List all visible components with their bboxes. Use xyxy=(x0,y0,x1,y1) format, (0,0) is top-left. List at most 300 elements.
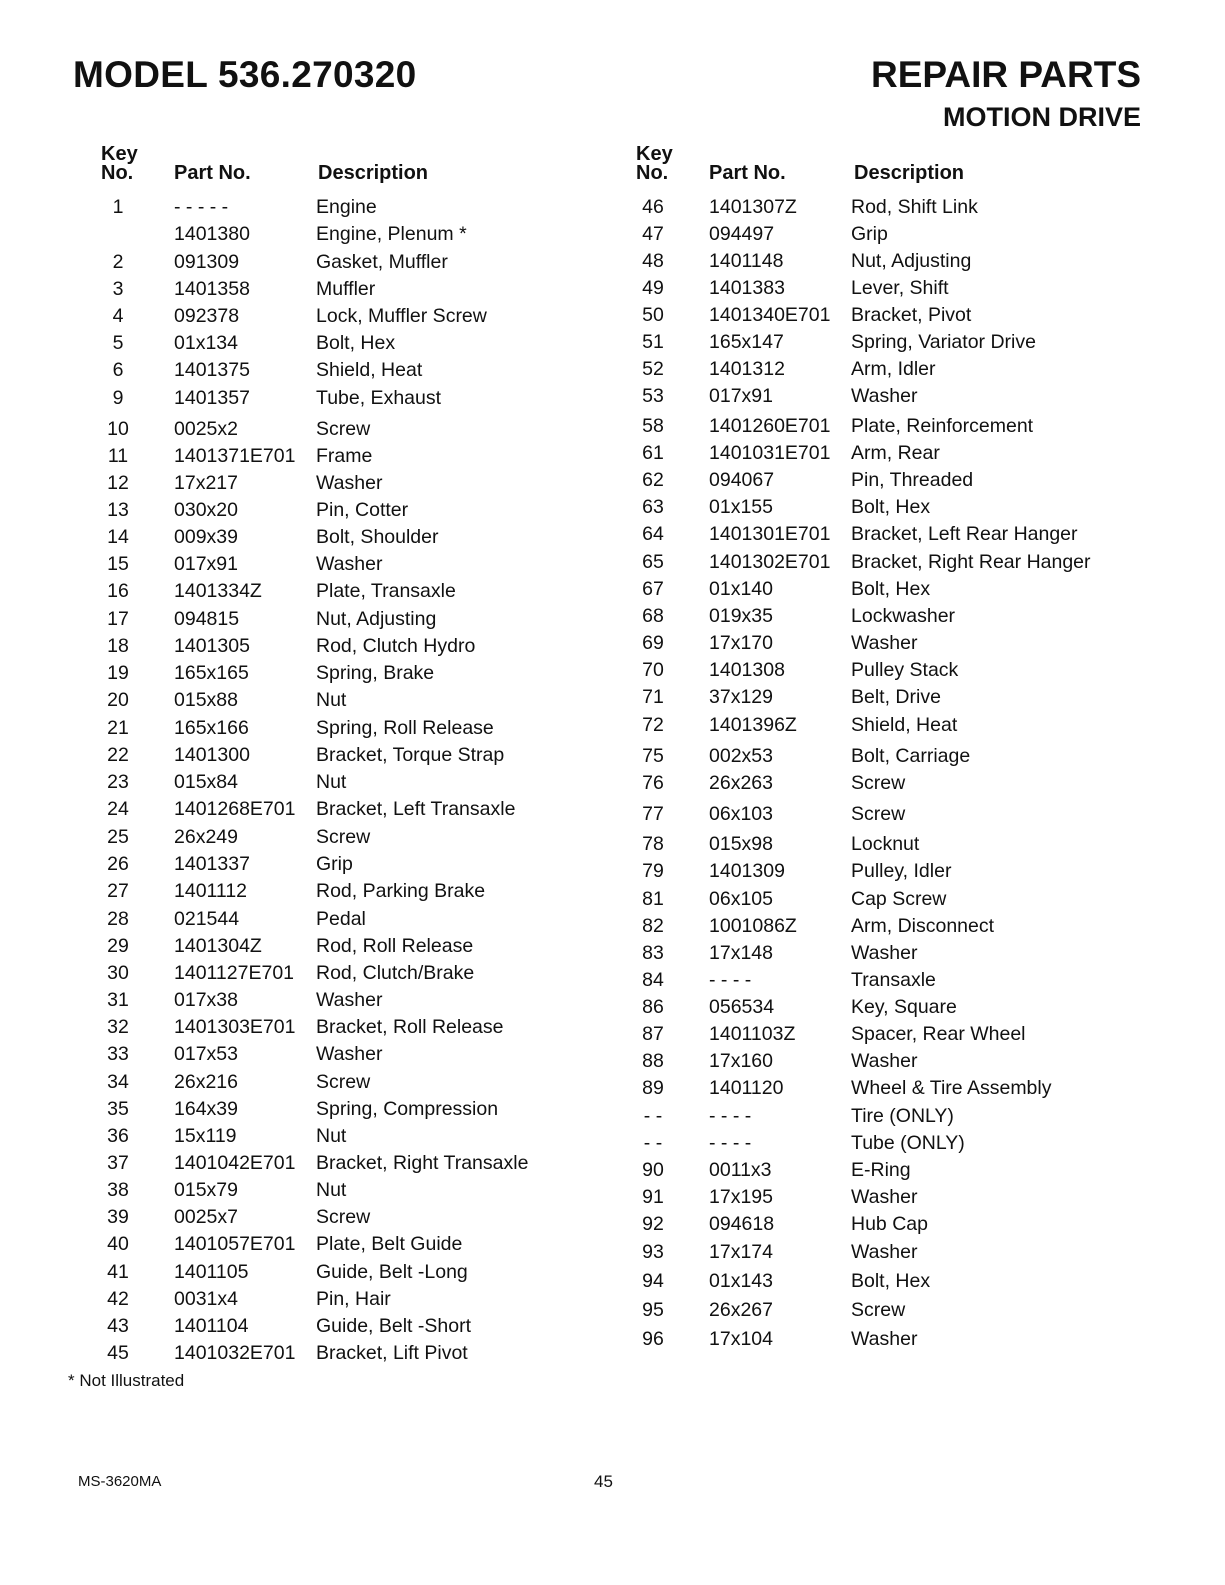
part-description: Guide, Belt -Short xyxy=(316,1315,471,1337)
part-number: 1401112 xyxy=(174,880,248,902)
key-number: 89 xyxy=(642,1077,664,1099)
part-description: Spacer, Rear Wheel xyxy=(851,1023,1026,1045)
part-description: Plate, Reinforcement xyxy=(851,415,1034,437)
part-description: Bolt, Shoulder xyxy=(316,526,439,548)
part-number: 1401103Z xyxy=(709,1023,796,1045)
part-number: 1401301E701 xyxy=(709,523,831,545)
part-number: 015x98 xyxy=(709,833,773,855)
key-number: 20 xyxy=(107,689,129,711)
parts-row xyxy=(0,798,516,820)
key-number: 36 xyxy=(107,1125,129,1147)
document-code: MS-3620MA xyxy=(78,1473,162,1490)
key-number: 31 xyxy=(107,989,129,1011)
parts-row xyxy=(0,387,442,409)
part-description: Spring, Compression xyxy=(316,1098,499,1120)
key-number: 76 xyxy=(642,772,664,794)
part-number: 06x105 xyxy=(709,888,773,910)
key-number: 77 xyxy=(642,803,664,825)
part-description: Spring, Variator Drive xyxy=(851,331,1036,353)
key-number: 19 xyxy=(107,662,129,684)
key-number: 24 xyxy=(107,798,129,820)
part-number: 030x20 xyxy=(174,499,238,521)
part-number: 1401057E701 xyxy=(174,1233,296,1255)
part-description: Bracket, Roll Release xyxy=(316,1016,504,1038)
part-number: 17x174 xyxy=(709,1241,773,1263)
part-description: Gasket, Muffler xyxy=(316,251,448,273)
key-number: 95 xyxy=(642,1299,664,1321)
part-description: Washer xyxy=(851,385,918,407)
parts-row xyxy=(0,251,448,273)
parts-row xyxy=(0,717,494,739)
footnote: * Not Illustrated xyxy=(68,1371,185,1390)
key-number: 23 xyxy=(107,771,129,793)
key-number: 33 xyxy=(107,1043,129,1065)
key-number: 93 xyxy=(642,1241,664,1263)
key-number: - - xyxy=(643,1105,663,1127)
part-number: 17x148 xyxy=(709,942,773,964)
part-description: Screw xyxy=(316,826,371,848)
part-number: 017x53 xyxy=(174,1043,238,1065)
part-description: Washer xyxy=(851,632,918,654)
part-description: Plate, Belt Guide xyxy=(316,1233,463,1255)
parts-row xyxy=(0,989,383,1011)
part-number: 1401105 xyxy=(174,1261,249,1283)
part-description: Guide, Belt -Long xyxy=(316,1261,468,1283)
key-number: 10 xyxy=(107,418,129,440)
key-number: 30 xyxy=(107,962,129,984)
part-number: 37x129 xyxy=(709,686,773,708)
part-description: Washer xyxy=(316,1043,383,1065)
key-number: 70 xyxy=(642,659,664,681)
key-number: 84 xyxy=(642,969,664,991)
key-number: 11 xyxy=(107,445,129,467)
part-description: Engine, Plenum * xyxy=(316,223,467,245)
part-description: Wheel & Tire Assembly xyxy=(851,1077,1052,1099)
part-number: 015x88 xyxy=(174,689,238,711)
parts-row xyxy=(0,1206,371,1228)
key-number: 69 xyxy=(642,632,664,654)
part-description: Locknut xyxy=(851,833,920,855)
part-number: 01x140 xyxy=(709,578,773,600)
part-description: Washer xyxy=(316,472,383,494)
parts-row xyxy=(0,1342,468,1364)
part-description: E-Ring xyxy=(851,1159,911,1181)
section-subtitle: MOTION DRIVE xyxy=(942,102,1141,132)
part-number: 17x170 xyxy=(709,632,773,654)
part-description: Screw xyxy=(316,418,371,440)
parts-row xyxy=(0,472,383,494)
part-description: Pulley Stack xyxy=(851,659,959,681)
part-description: Pin, Cotter xyxy=(316,499,409,521)
part-description: Screw xyxy=(851,803,906,825)
key-number: 86 xyxy=(642,996,664,1018)
key-number: 42 xyxy=(107,1288,129,1310)
key-number: 65 xyxy=(642,551,664,573)
key-number: 18 xyxy=(107,635,129,657)
part-number: 1401302E701 xyxy=(709,551,831,573)
part-description: Hub Cap xyxy=(851,1213,928,1235)
part-number: 01x143 xyxy=(709,1270,773,1292)
key-number: 68 xyxy=(642,605,664,627)
part-number: 165x165 xyxy=(174,662,249,684)
key-number: 88 xyxy=(642,1050,664,1072)
parts-row xyxy=(0,935,474,957)
key-number: 71 xyxy=(642,686,664,708)
part-description: Muffler xyxy=(316,278,376,300)
part-description: Key, Square xyxy=(851,996,957,1018)
part-number: 017x38 xyxy=(174,989,238,1011)
key-number: 3 xyxy=(112,278,124,300)
part-description: Washer xyxy=(851,1186,918,1208)
part-number: 021544 xyxy=(174,908,240,930)
part-description: Arm, Idler xyxy=(851,358,936,380)
key-number: 40 xyxy=(107,1233,129,1255)
parts-row xyxy=(0,853,353,875)
key-number: 37 xyxy=(107,1152,129,1174)
key-number: 41 xyxy=(107,1261,129,1283)
part-description: Nut xyxy=(316,1125,347,1147)
parts-row xyxy=(0,553,383,575)
part-number: 0031x4 xyxy=(174,1288,238,1310)
part-description: Bolt, Carriage xyxy=(851,745,971,767)
parts-row xyxy=(0,278,376,300)
parts-row xyxy=(0,305,487,327)
part-description: Bracket, Pivot xyxy=(851,304,972,326)
key-number: 50 xyxy=(642,304,664,326)
key-number: 61 xyxy=(642,442,664,464)
part-number: 1401383 xyxy=(709,277,785,299)
part-number: 1401042E701 xyxy=(174,1152,296,1174)
key-number: 81 xyxy=(642,888,664,910)
part-number: 1401357 xyxy=(174,387,250,409)
part-description: Nut, Adjusting xyxy=(316,608,437,630)
part-number: 015x84 xyxy=(174,771,238,793)
part-description: Pulley, Idler xyxy=(851,860,952,882)
key-number: 43 xyxy=(107,1315,129,1337)
part-number: 164x39 xyxy=(174,1098,238,1120)
key-number: 38 xyxy=(107,1179,129,1201)
part-number: 1401304Z xyxy=(174,935,262,957)
key-number: 9 xyxy=(112,387,124,409)
key-number: 52 xyxy=(642,358,664,380)
parts-row xyxy=(0,635,476,657)
part-description: Rod, Shift Link xyxy=(851,196,978,218)
part-number: 15x119 xyxy=(174,1125,237,1147)
part-description: Pin, Hair xyxy=(316,1288,391,1310)
key-number: 96 xyxy=(642,1328,664,1350)
part-description: Spring, Roll Release xyxy=(316,717,494,739)
key-number: 78 xyxy=(642,833,664,855)
key-number: 58 xyxy=(642,415,664,437)
part-description: Bolt, Hex xyxy=(851,578,931,600)
key-number: 1 xyxy=(112,196,124,218)
part-description: Bracket, Lift Pivot xyxy=(316,1342,468,1364)
key-number: 64 xyxy=(642,523,664,545)
part-description: Tire (ONLY) xyxy=(851,1105,954,1127)
key-number: 35 xyxy=(107,1098,129,1120)
parts-row xyxy=(0,499,409,521)
part-number: 01x134 xyxy=(174,332,238,354)
part-description: Belt, Drive xyxy=(851,686,941,708)
part-description: Washer xyxy=(851,1328,918,1350)
part-description: Lockwasher xyxy=(851,605,956,627)
part-description: Bolt, Hex xyxy=(851,1270,931,1292)
key-number: 26 xyxy=(107,853,129,875)
part-number: 017x91 xyxy=(709,385,773,407)
key-number: 27 xyxy=(107,880,129,902)
part-number: 165x147 xyxy=(709,331,784,353)
part-number: - - - - xyxy=(709,1132,752,1154)
key-number: - - xyxy=(643,1132,663,1154)
parts-row xyxy=(0,359,423,381)
parts-row xyxy=(0,1071,371,1093)
parts-row xyxy=(0,1315,471,1337)
part-number: 0011x3 xyxy=(709,1159,772,1181)
part-number: - - - - - xyxy=(174,196,229,218)
parts-row xyxy=(0,332,396,354)
part-description: Lever, Shift xyxy=(851,277,949,299)
key-number: 87 xyxy=(642,1023,664,1045)
part-number: 17x195 xyxy=(709,1186,773,1208)
key-number: 75 xyxy=(642,745,664,767)
part-description: Rod, Parking Brake xyxy=(316,880,486,902)
parts-row xyxy=(0,689,347,711)
key-header-line2-right: No. xyxy=(636,162,669,184)
part-description: Nut xyxy=(316,689,347,711)
key-number: 6 xyxy=(112,359,124,381)
key-number: 63 xyxy=(642,496,664,518)
parts-row xyxy=(0,880,486,902)
part-number: 1001086Z xyxy=(709,915,797,937)
key-number: 16 xyxy=(107,580,129,602)
description-header: Description xyxy=(318,162,429,184)
part-number: 1401307Z xyxy=(709,196,797,218)
key-number: 72 xyxy=(642,714,664,736)
part-number: - - - - xyxy=(709,1105,752,1127)
part-number: 1401032E701 xyxy=(174,1342,296,1364)
part-description: Grip xyxy=(851,223,888,245)
key-number: 15 xyxy=(107,553,129,575)
part-description: Washer xyxy=(851,942,918,964)
key-number: 28 xyxy=(107,908,129,930)
part-number: 017x91 xyxy=(174,553,238,575)
key-number: 94 xyxy=(642,1270,664,1292)
part-no-header-right: Part No. xyxy=(709,162,786,184)
part-number: 1401371E701 xyxy=(174,445,296,467)
part-no-header: Part No. xyxy=(174,162,251,184)
parts-row xyxy=(0,662,435,684)
part-number: 01x155 xyxy=(709,496,773,518)
part-description: Pin, Threaded xyxy=(851,469,974,491)
part-description: Nut, Adjusting xyxy=(851,250,972,272)
part-description: Spring, Brake xyxy=(316,662,435,684)
part-description: Washer xyxy=(851,1050,918,1072)
part-number: 094618 xyxy=(709,1213,775,1235)
key-number: 91 xyxy=(642,1186,664,1208)
part-description: Pedal xyxy=(316,908,366,930)
part-number: - - - - xyxy=(709,969,752,991)
parts-row xyxy=(0,1016,504,1038)
part-number: 1401358 xyxy=(174,278,250,300)
part-description: Bracket, Left Rear Hanger xyxy=(851,523,1078,545)
key-number: 17 xyxy=(107,608,129,630)
key-number: 46 xyxy=(642,196,664,218)
part-number: 1401148 xyxy=(709,250,784,272)
part-number: 091309 xyxy=(174,251,240,273)
part-description: Bracket, Left Transaxle xyxy=(316,798,516,820)
parts-row xyxy=(0,962,475,984)
part-number: 1401260E701 xyxy=(709,415,831,437)
part-number: 26x263 xyxy=(709,772,773,794)
key-number: 22 xyxy=(107,744,129,766)
description-header-right: Description xyxy=(854,162,965,184)
part-description: Nut xyxy=(316,1179,347,1201)
key-number: 32 xyxy=(107,1016,129,1038)
part-description: Screw xyxy=(851,1299,906,1321)
part-number: 094067 xyxy=(709,469,775,491)
key-number: 2 xyxy=(112,251,124,273)
key-number: 5 xyxy=(112,332,124,354)
key-header-line2: No. xyxy=(101,162,134,184)
part-number: 009x39 xyxy=(174,526,238,548)
key-number: 34 xyxy=(107,1071,129,1093)
part-description: Bracket, Torque Strap xyxy=(316,744,505,766)
part-number: 1401340E701 xyxy=(709,304,831,326)
part-description: Rod, Clutch/Brake xyxy=(316,962,475,984)
part-description: Bolt, Hex xyxy=(851,496,931,518)
part-number: 1401127E701 xyxy=(174,962,295,984)
parts-row xyxy=(0,1328,918,1350)
part-description: Shield, Heat xyxy=(851,714,958,736)
part-number: 17x217 xyxy=(174,472,238,494)
part-description: Washer xyxy=(316,989,383,1011)
part-number: 094497 xyxy=(709,223,775,245)
part-number: 094815 xyxy=(174,608,240,630)
part-number: 1401104 xyxy=(174,1315,249,1337)
page-number: 45 xyxy=(594,1472,613,1491)
key-number: 4 xyxy=(112,305,124,327)
part-description: Bolt, Hex xyxy=(316,332,396,354)
part-number: 0025x7 xyxy=(174,1206,238,1228)
key-number: 25 xyxy=(107,826,129,848)
key-number: 67 xyxy=(642,578,664,600)
parts-row xyxy=(0,445,373,467)
part-description: Frame xyxy=(316,445,373,467)
part-description: Tube, Exhaust xyxy=(316,387,442,409)
parts-row xyxy=(0,526,439,548)
part-description: Screw xyxy=(316,1071,371,1093)
part-number: 165x166 xyxy=(174,717,249,739)
part-number: 1401303E701 xyxy=(174,1016,296,1038)
model-title: MODEL 536.270320 xyxy=(73,54,417,95)
part-number: 1401308 xyxy=(709,659,785,681)
key-number: 51 xyxy=(642,331,664,353)
part-number: 1401375 xyxy=(174,359,250,381)
part-description: Shield, Heat xyxy=(316,359,423,381)
page-title: REPAIR PARTS xyxy=(871,54,1141,95)
key-number: 49 xyxy=(642,277,664,299)
key-number: 39 xyxy=(107,1206,129,1228)
parts-row xyxy=(0,1043,383,1065)
part-description: Plate, Transaxle xyxy=(316,580,456,602)
part-number: 1401337 xyxy=(174,853,250,875)
key-number: 14 xyxy=(107,526,129,548)
parts-row xyxy=(0,1152,529,1174)
part-description: Grip xyxy=(316,853,353,875)
part-description: Washer xyxy=(316,553,383,575)
part-description: Engine xyxy=(316,196,377,218)
part-description: Screw xyxy=(316,1206,371,1228)
part-description: Rod, Roll Release xyxy=(316,935,474,957)
parts-row xyxy=(0,1098,499,1120)
parts-row xyxy=(0,1179,347,1201)
parts-row xyxy=(0,826,371,848)
part-description: Washer xyxy=(851,1241,918,1263)
part-number: 26x249 xyxy=(174,826,238,848)
part-number: 1401312 xyxy=(709,358,785,380)
part-number: 1401334Z xyxy=(174,580,262,602)
part-number: 1401380 xyxy=(174,223,250,245)
key-number: 79 xyxy=(642,860,664,882)
parts-row xyxy=(0,608,437,630)
parts-row xyxy=(0,1233,463,1255)
part-number: 0025x2 xyxy=(174,418,238,440)
part-number: 1401309 xyxy=(709,860,785,882)
parts-row xyxy=(0,418,371,440)
part-description: Tube (ONLY) xyxy=(851,1132,965,1154)
part-number: 17x104 xyxy=(709,1328,773,1350)
parts-row xyxy=(0,908,366,930)
part-description: Lock, Muffler Screw xyxy=(316,305,487,327)
part-description: Transaxle xyxy=(851,969,936,991)
part-number: 092378 xyxy=(174,305,240,327)
part-number: 015x79 xyxy=(174,1179,238,1201)
part-description: Screw xyxy=(851,772,906,794)
part-number: 1401268E701 xyxy=(174,798,296,820)
part-number: 1401396Z xyxy=(709,714,797,736)
key-number: 82 xyxy=(642,915,664,937)
key-number: 90 xyxy=(642,1159,664,1181)
part-number: 06x103 xyxy=(709,803,773,825)
part-description: Bracket, Right Transaxle xyxy=(316,1152,529,1174)
key-number: 29 xyxy=(107,935,129,957)
key-number: 12 xyxy=(107,472,129,494)
part-number: 1401305 xyxy=(174,635,250,657)
part-number: 1401031E701 xyxy=(709,442,831,464)
part-number: 1401300 xyxy=(174,744,250,766)
key-number: 45 xyxy=(107,1342,129,1364)
key-number: 48 xyxy=(642,250,664,272)
part-description: Rod, Clutch Hydro xyxy=(316,635,476,657)
part-number: 26x216 xyxy=(174,1071,238,1093)
part-description: Arm, Disconnect xyxy=(851,915,995,937)
key-header-line1: Key xyxy=(101,143,138,165)
key-number: 62 xyxy=(642,469,664,491)
parts-row xyxy=(0,580,456,602)
part-number: 002x53 xyxy=(709,745,773,767)
key-number: 47 xyxy=(642,223,664,245)
parts-row xyxy=(0,1288,391,1310)
key-number: 21 xyxy=(107,717,129,739)
key-header-line1-right: Key xyxy=(636,143,673,165)
part-description: Arm, Rear xyxy=(851,442,940,464)
key-number: 13 xyxy=(107,499,129,521)
part-number: 1401120 xyxy=(709,1077,784,1099)
part-number: 019x35 xyxy=(709,605,773,627)
part-number: 17x160 xyxy=(709,1050,773,1072)
part-description: Bracket, Right Rear Hanger xyxy=(851,551,1091,573)
parts-row xyxy=(0,1125,347,1147)
